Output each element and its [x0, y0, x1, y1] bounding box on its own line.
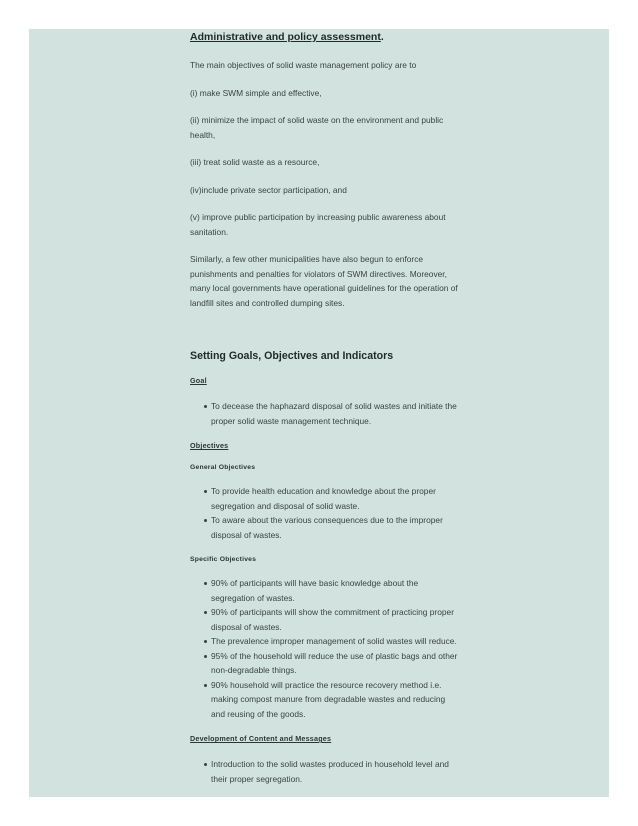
- objectives-heading: Objectives: [190, 441, 229, 450]
- specific-objectives-heading: Specific Objectives: [190, 556, 257, 563]
- section-title-admin-policy: [190, 29, 460, 44]
- paragraph: (i) make SWM simple and effective,: [190, 87, 322, 98]
- development-list: [190, 757, 460, 786]
- list-item: 90% household will practice the resource recovery method i.e. making compost manure from degradable wastes and reducing and reusing of the goods.: [211, 678, 460, 722]
- paragraph: (ii) minimize the impact of solid waste on the environment and public health,: [190, 115, 444, 140]
- list-item: To decease the haphazard disposal of solid wastes and initiate the proper solid waste management technique.: [211, 399, 460, 428]
- paragraph: Similarly, a few other municipalities have also begun to enforce punishments and penalties for violators of SWM directives. Moreover, many local governments have operational guidelines for the operation of landfill sites and controlled dumping sites.: [190, 254, 458, 308]
- list-item: To provide health education and knowledge about the proper segregation and disposal of solid waste.: [211, 484, 460, 513]
- list-item: 90% of participants will show the commitment of practicing proper disposal of wastes.: [211, 605, 460, 634]
- general-objectives-heading: General Objectives: [190, 464, 256, 471]
- list-item: 90% of participants will have basic knowledge about the segregation of wastes.: [211, 576, 460, 605]
- list-item: Introduction to the solid wastes produced in household level and their proper segregation.: [211, 757, 460, 786]
- development-heading: Development of Content and Messages: [190, 734, 332, 743]
- list-item: 95% of the household will reduce the use of plastic bags and other non-degradable things.: [211, 649, 460, 678]
- section-title-goals: Setting Goals, Objectives and Indicators: [190, 350, 394, 362]
- section-title-period: .: [380, 31, 384, 43]
- general-objectives-list: [190, 484, 460, 542]
- goal-list: [190, 399, 460, 428]
- paragraph: (iv)include private sector participation, and: [190, 184, 347, 195]
- goal-heading: Goal: [190, 376, 207, 385]
- paragraph: (v) improve public participation by increasing public awareness about sanitation.: [190, 212, 446, 237]
- specific-objectives-list: [190, 576, 460, 721]
- list-item: The prevalence improper management of solid wastes will reduce.: [211, 634, 460, 649]
- section-title-text: Administrative and policy assessment: [190, 31, 381, 43]
- paragraph: (iii) treat solid waste as a resource,: [190, 157, 320, 167]
- paragraph: The main objectives of solid waste management policy are to: [190, 60, 417, 70]
- list-item: To aware about the various consequences due to the improper disposal of wastes.: [211, 513, 460, 542]
- document-content: [190, 29, 460, 786]
